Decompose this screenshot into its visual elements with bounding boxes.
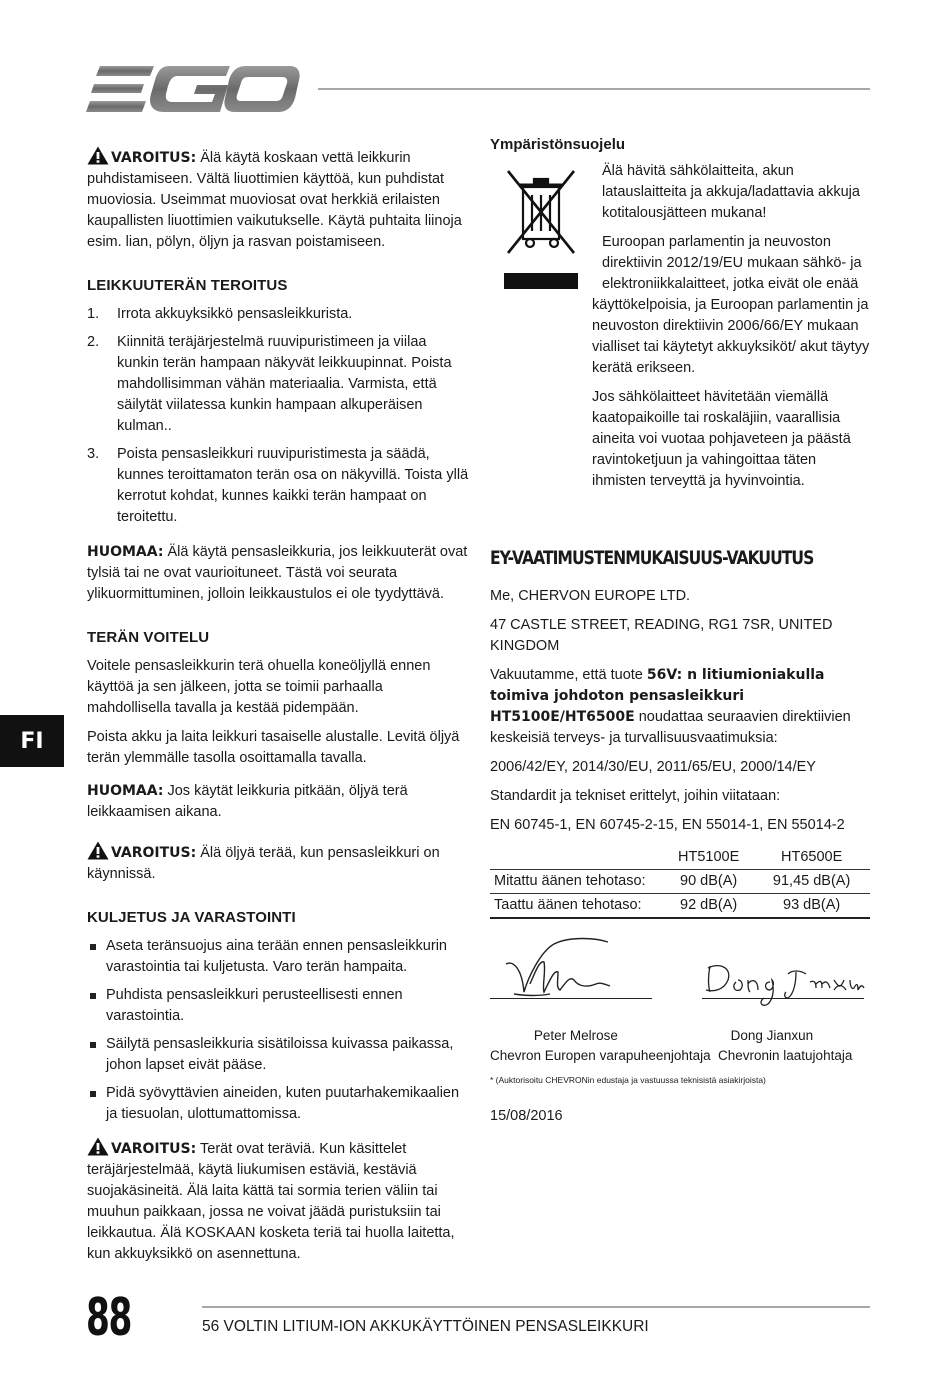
list-item <box>87 332 469 437</box>
signatory-names <box>490 1026 870 1046</box>
list-item <box>87 304 469 325</box>
left-column <box>87 146 469 1273</box>
signatory-roles <box>490 1046 870 1066</box>
step-number: 1. <box>87 306 100 322</box>
note-label: HUOMAA: <box>87 544 164 560</box>
step-text: Irrota akkuyksikkö pensasleikkurista. <box>117 306 353 322</box>
sound-level-table <box>490 846 870 919</box>
signatory-name: Dong Jianxun <box>730 1028 814 1043</box>
table-header: HT6500E <box>753 846 870 870</box>
note-block <box>87 781 469 823</box>
warning-text: Terät ovat teräviä. Kun käsittelet teräjärjestelmää, käytä liukumisen estäviä, kestäviä suojakäsineitä. Älä laita kättä tai sormia terien väliin tai muuhun paikkaan, jossa ne voivat jäädä puristuksiin tai leikkautua. Älä KOSKAAN kosketa teriä tai huolla laitetta, kun akkuyksikkö on asennettuna. <box>87 1141 455 1262</box>
signatories <box>490 1026 870 1090</box>
note-text: Älä käytä pensasleikkuria, jos leikkuuterät ovat tylsiä tai ne ovat vaurioituneet. Tästä voi seurata ylikuormittuminen, jolloin leikkaustulos ei ole tyydyttävä. <box>87 544 468 602</box>
warning-label: VAROITUS: <box>111 845 197 861</box>
standards: EN 60745-1, EN 60745-2-15, EN 55014-1, EN 55014-2 <box>490 817 845 833</box>
signature-line <box>702 998 864 999</box>
list-item <box>87 936 469 978</box>
warning-text: Älä öljyä terää, kun pensasleikkuri on käynnissä. <box>87 845 440 882</box>
table-header <box>490 846 664 870</box>
list-item-text: Puhdista pensasleikkuri perusteellisesti ennen varastointia. <box>106 987 403 1024</box>
company-address: 47 CASTLE STREET, READING, RG1 7SR, UNITED KINGDOM <box>490 617 833 654</box>
language-tab: FI <box>0 715 64 767</box>
step-text: Kiinnitä teräjärjestelmä ruuvipuristimeen ja viilaa kunkin terän hampaan näkyvät leikkuupinnat. Poista mahdollisimman vähän materiaalia. Varmista, että säilytät viilatessa kunkin hampaan alkuperäisen kulman.. <box>117 334 452 434</box>
signatory-role: Chevron Europen varapuheenjohtaja <box>490 1048 711 1063</box>
step-number: 3. <box>87 446 100 462</box>
warning-triangle-icon <box>87 841 109 860</box>
table-header-row <box>490 846 870 870</box>
warning-block <box>87 146 469 253</box>
step-number: 2. <box>87 334 100 350</box>
footnote: * (Auktorisoitu CHEVRONin edustaja ja vastuussa teknisistä asiakirjoista) <box>490 1075 766 1085</box>
table-header: HT5100E <box>664 846 753 870</box>
environment-para: Älä hävitä sähkölaitteita, akun latauslaitteita ja akkuja/ladattavia akkuja kotitalousjätteen mukana! <box>602 163 860 221</box>
environment-para: Euroopan parlamentin ja neuvoston direktiivin 2012/19/EU mukaan sähkö- ja elektroniikkalaitteet, jotka eivät ole enää käyttökelpoisia, ja Euroopan parlamentin ja neuvoston direktiivin 2006/66/EY mukaan vialliset tai käytetyt akkuyksiköt/ akut täytyy kerätä erikseen. <box>592 234 870 376</box>
declaration-intro: Vakuutamme, että tuote <box>490 667 643 683</box>
note-text: Jos käytät leikkuria pitkään, öljyä terä leikkaamisen aikana. <box>87 783 408 820</box>
declaration-date: 15/08/2016 <box>490 1108 563 1124</box>
ego-logo <box>86 64 300 114</box>
signatory-name: Peter Melrose <box>533 1028 618 1043</box>
standards-label: Standardit ja tekniset erittelyt, joihin viitataan: <box>490 788 781 804</box>
transport-list <box>87 936 469 1125</box>
bullet-square-icon <box>90 1091 96 1097</box>
table-cell: Taattu äänen tehotaso: <box>490 894 664 919</box>
declaration-statement <box>490 665 872 749</box>
warning-block <box>87 1137 469 1265</box>
bullet-square-icon <box>90 993 96 999</box>
table-cell: Mitattu äänen tehotaso: <box>490 870 664 894</box>
footer-title: 56 VOLTIN LITIUM-ION AKKUKÄYTTÖINEN PENSASLEIKKURI <box>202 1318 649 1335</box>
table-cell: 90 dB(A) <box>664 870 753 894</box>
note-label: HUOMAA: <box>87 783 164 799</box>
sharpening-steps <box>87 304 469 528</box>
list-item-text: Pidä syövyttävien aineiden, kuten puutarhakemikaalien ja tiesuolan, ulottumattomissa. <box>106 1085 460 1122</box>
section-title-sharpening: LEIKKUUTERÄN TEROITUS <box>87 277 288 294</box>
warning-triangle-icon <box>87 1137 109 1156</box>
list-item <box>87 1083 469 1125</box>
right-column <box>490 134 872 919</box>
table-cell: 93 dB(A) <box>753 894 870 919</box>
warning-label: VAROITUS: <box>111 1141 197 1157</box>
warning-label: VAROITUS: <box>111 150 197 166</box>
warning-triangle-icon <box>87 146 109 165</box>
signature-dong-jianxun <box>702 958 866 1010</box>
step-text: Poista pensasleikkuri ruuvipuristimesta ja säädä, kunnes teroittamaton terän osa on näkyvillä. Toista yllä kerrotut kohdat, kunnes kaikki terän hampaat on teroitettu. <box>117 446 469 525</box>
list-item-text: Säilytä pensasleikkuria sisätiloissa kuivassa paikassa, johon lapset eivät pääse. <box>106 1036 454 1073</box>
warning-text: Älä käytä koskaan vettä leikkurin puhdistamiseen. Vältä liuottimien käyttöä, kun puhdistat muoviosia. Useimmat muoviosat ovat herkkiä erilaisten kaupallisten liuottimien vaikutukselle. Käytä puhtaita liinoja esim. lian, pölyn, öljyn ja rasvan poistamiseen. <box>87 150 462 250</box>
footer-rule <box>202 1306 870 1308</box>
table-row <box>490 894 870 919</box>
section-title-transport: KULJETUS JA VARASTOINTI <box>87 909 296 926</box>
declaration-header <box>490 536 872 580</box>
declaration-title: EY-VAATIMUSTENMUKAISUUS-VAKUUTUS <box>490 546 814 569</box>
signatory-role: Chevronin laatujohtaja <box>718 1048 853 1063</box>
environment-title: Ympäristönsuojelu <box>490 136 626 153</box>
signature-peter-melrose <box>500 934 620 1002</box>
list-item <box>87 1034 469 1076</box>
list-item <box>87 985 469 1027</box>
environment-text <box>592 161 872 492</box>
list-item <box>87 444 469 528</box>
lubrication-para: Voitele pensasleikkurin terä ohuella koneöljyllä ennen käyttöä ja sen jälkeen, jotta se toimii parhaalla mahdollisella tavalla ja kestää pidempään. <box>87 658 431 716</box>
table-cell: 92 dB(A) <box>664 894 753 919</box>
environment-para: Jos sähkölaitteet hävitetään viemällä kaatopaikoille tai roskaläjiin, vaarallisia aineita voi vuotaa pohjaveteen ja päästä ravintoketjuun ja vahingoittaa täten ihmisten terveyttä ja hyvinvointia. <box>592 389 851 489</box>
declaration-conformity: noudattaa seuraavien direktiivien keskeisiä terveys- ja turvallisuusvaatimuksia: <box>490 709 851 746</box>
list-item-text: Aseta teränsuojus aina terään ennen pensasleikkurin varastointia tai kuljetusta. Varo terän hampaita. <box>106 938 447 975</box>
lubrication-para: Poista akku ja laita leikkuri tasaiselle alustalle. Levitä öljyä terän ylemmälle tasolla osoittamalla tavalla. <box>87 729 460 766</box>
signature-line <box>490 998 652 999</box>
table-cell: 91,45 dB(A) <box>753 870 870 894</box>
bullet-square-icon <box>90 944 96 950</box>
page-number: 88 <box>86 1288 132 1348</box>
note-block <box>87 542 469 605</box>
crossed-bin-icon <box>504 167 578 291</box>
header-rule <box>318 88 870 90</box>
warning-block <box>87 841 469 885</box>
company-name: Me, CHERVON EUROPE LTD. <box>490 588 691 604</box>
section-title-lubrication: TERÄN VOITELU <box>87 629 210 646</box>
product-name: 56V: n litiumioniakulla toimiva johdoton pensasleikkuri HT5100E/HT6500E <box>490 667 825 725</box>
directives: 2006/42/EY, 2014/30/EU, 2011/65/EU, 2000/14/EY <box>490 759 816 775</box>
bullet-square-icon <box>90 1042 96 1048</box>
table-row <box>490 870 870 894</box>
